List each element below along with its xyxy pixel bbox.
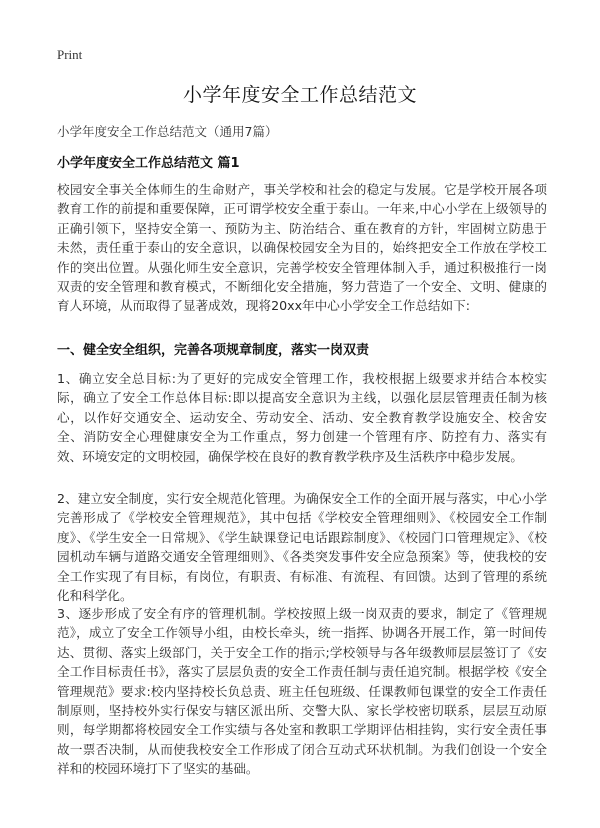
paragraph-three: 3、逐步形成了安全有序的管理机制。学校按照上级一岗双责的要求，制定了《管理规范》，成立了安全工作领导小组，由校长牵头，统一指挥、协调各开展工作，第一时间传达、贯彻、落实上级部门，关于安全工作的指示;学校领导与各年级教师层层签订了《安全工作目标责任书》，落实了层层负责的安全工作责任制与责任追究制。根据学校《安全管理规范》要求:校内坚持校长负总责、班主任包班级、任课教师包课堂的安全工作责任制原则，坚持校外实行保安与辖区派出所、交警大队、家长学校密切联系，层层互动原则，每学期都将校园安全工作实绩与各处室和教职工学期评估相挂钩，实行安全责任事故一票否决制，从而使我校安全工作形成了闭合互动式环状机制。为我们创设一个安全祥和的校园环境打下了坚实的基础。: [57, 606, 547, 777]
intro-paragraph: 校园安全事关全体师生的生命财产，事关学校和社会的稳定与发展。它是学校开展各项教育工作的前提和重要保障，正可谓学校安全重于泰山。一年来,中心小学在上级领导的正确引领下，坚持安全第一、预防为主、防治结合、重在教育的方针，牢固树立防患于未然，责任重于泰山的安全意识，以确保校园安全为目的，始终把安全工作放在学校工作的突出位置。从强化师生安全意识，完善学校安全管理体制入手，通过积极推行一岗双责的安全管理和教育模式，不断细化安全措施，努力营造了一个安全、文明、健康的育人环境，从而取得了显著成效，现将20xx年中心小学安全工作总结如下:: [57, 182, 547, 314]
paragraph-one: 1、确立安全总目标:为了更好的完成安全管理工作，我校根据上级要求并结合本校实际，确立了安全工作总体目标:即以提高安全意识为主线，以强化层层管理责任制为核心，以作好交通安全、运动安全、劳动安全、活动、安全教育教学设施安全、校舍安全、消防安全心理健康安全为工作重点，努力创建一个管理有序、防控有力、落实有效、环境安定的文明校园，确保学校在良好的教育教学秩序及生活秩序中稳步发展。: [57, 371, 547, 464]
paragraph-two: 2、建立安全制度，实行安全规范化管理。为确保安全工作的全面开展与落实，中心小学完善形成了《学校安全管理规范》，其中包括《学校安全管理细则》、《校园安全工作制度》、《学生安全一日常规》、《学生缺课登记电话跟踪制度》、《校园门口管理规定》、《校园机动车辆与道路交通安全管理细则》、《各类突发事件安全应急预案》等，使我校的安全工作实现了有目标，有岗位，有职责、有标准、有流程、有回馈。达到了管理的系统化和科学化。: [57, 491, 547, 604]
print-link[interactable]: Print: [57, 47, 83, 62]
page-title: 小学年度安全工作总结范文: [182, 84, 417, 106]
heading-one: 一、健全安全组织，完善各项规章制度，落实一岗双责: [57, 343, 370, 358]
section-title: 小学年度安全工作总结范文 篇1: [57, 156, 240, 171]
document-subtitle: 小学年度安全工作总结范文（通用7篇）: [57, 124, 278, 139]
